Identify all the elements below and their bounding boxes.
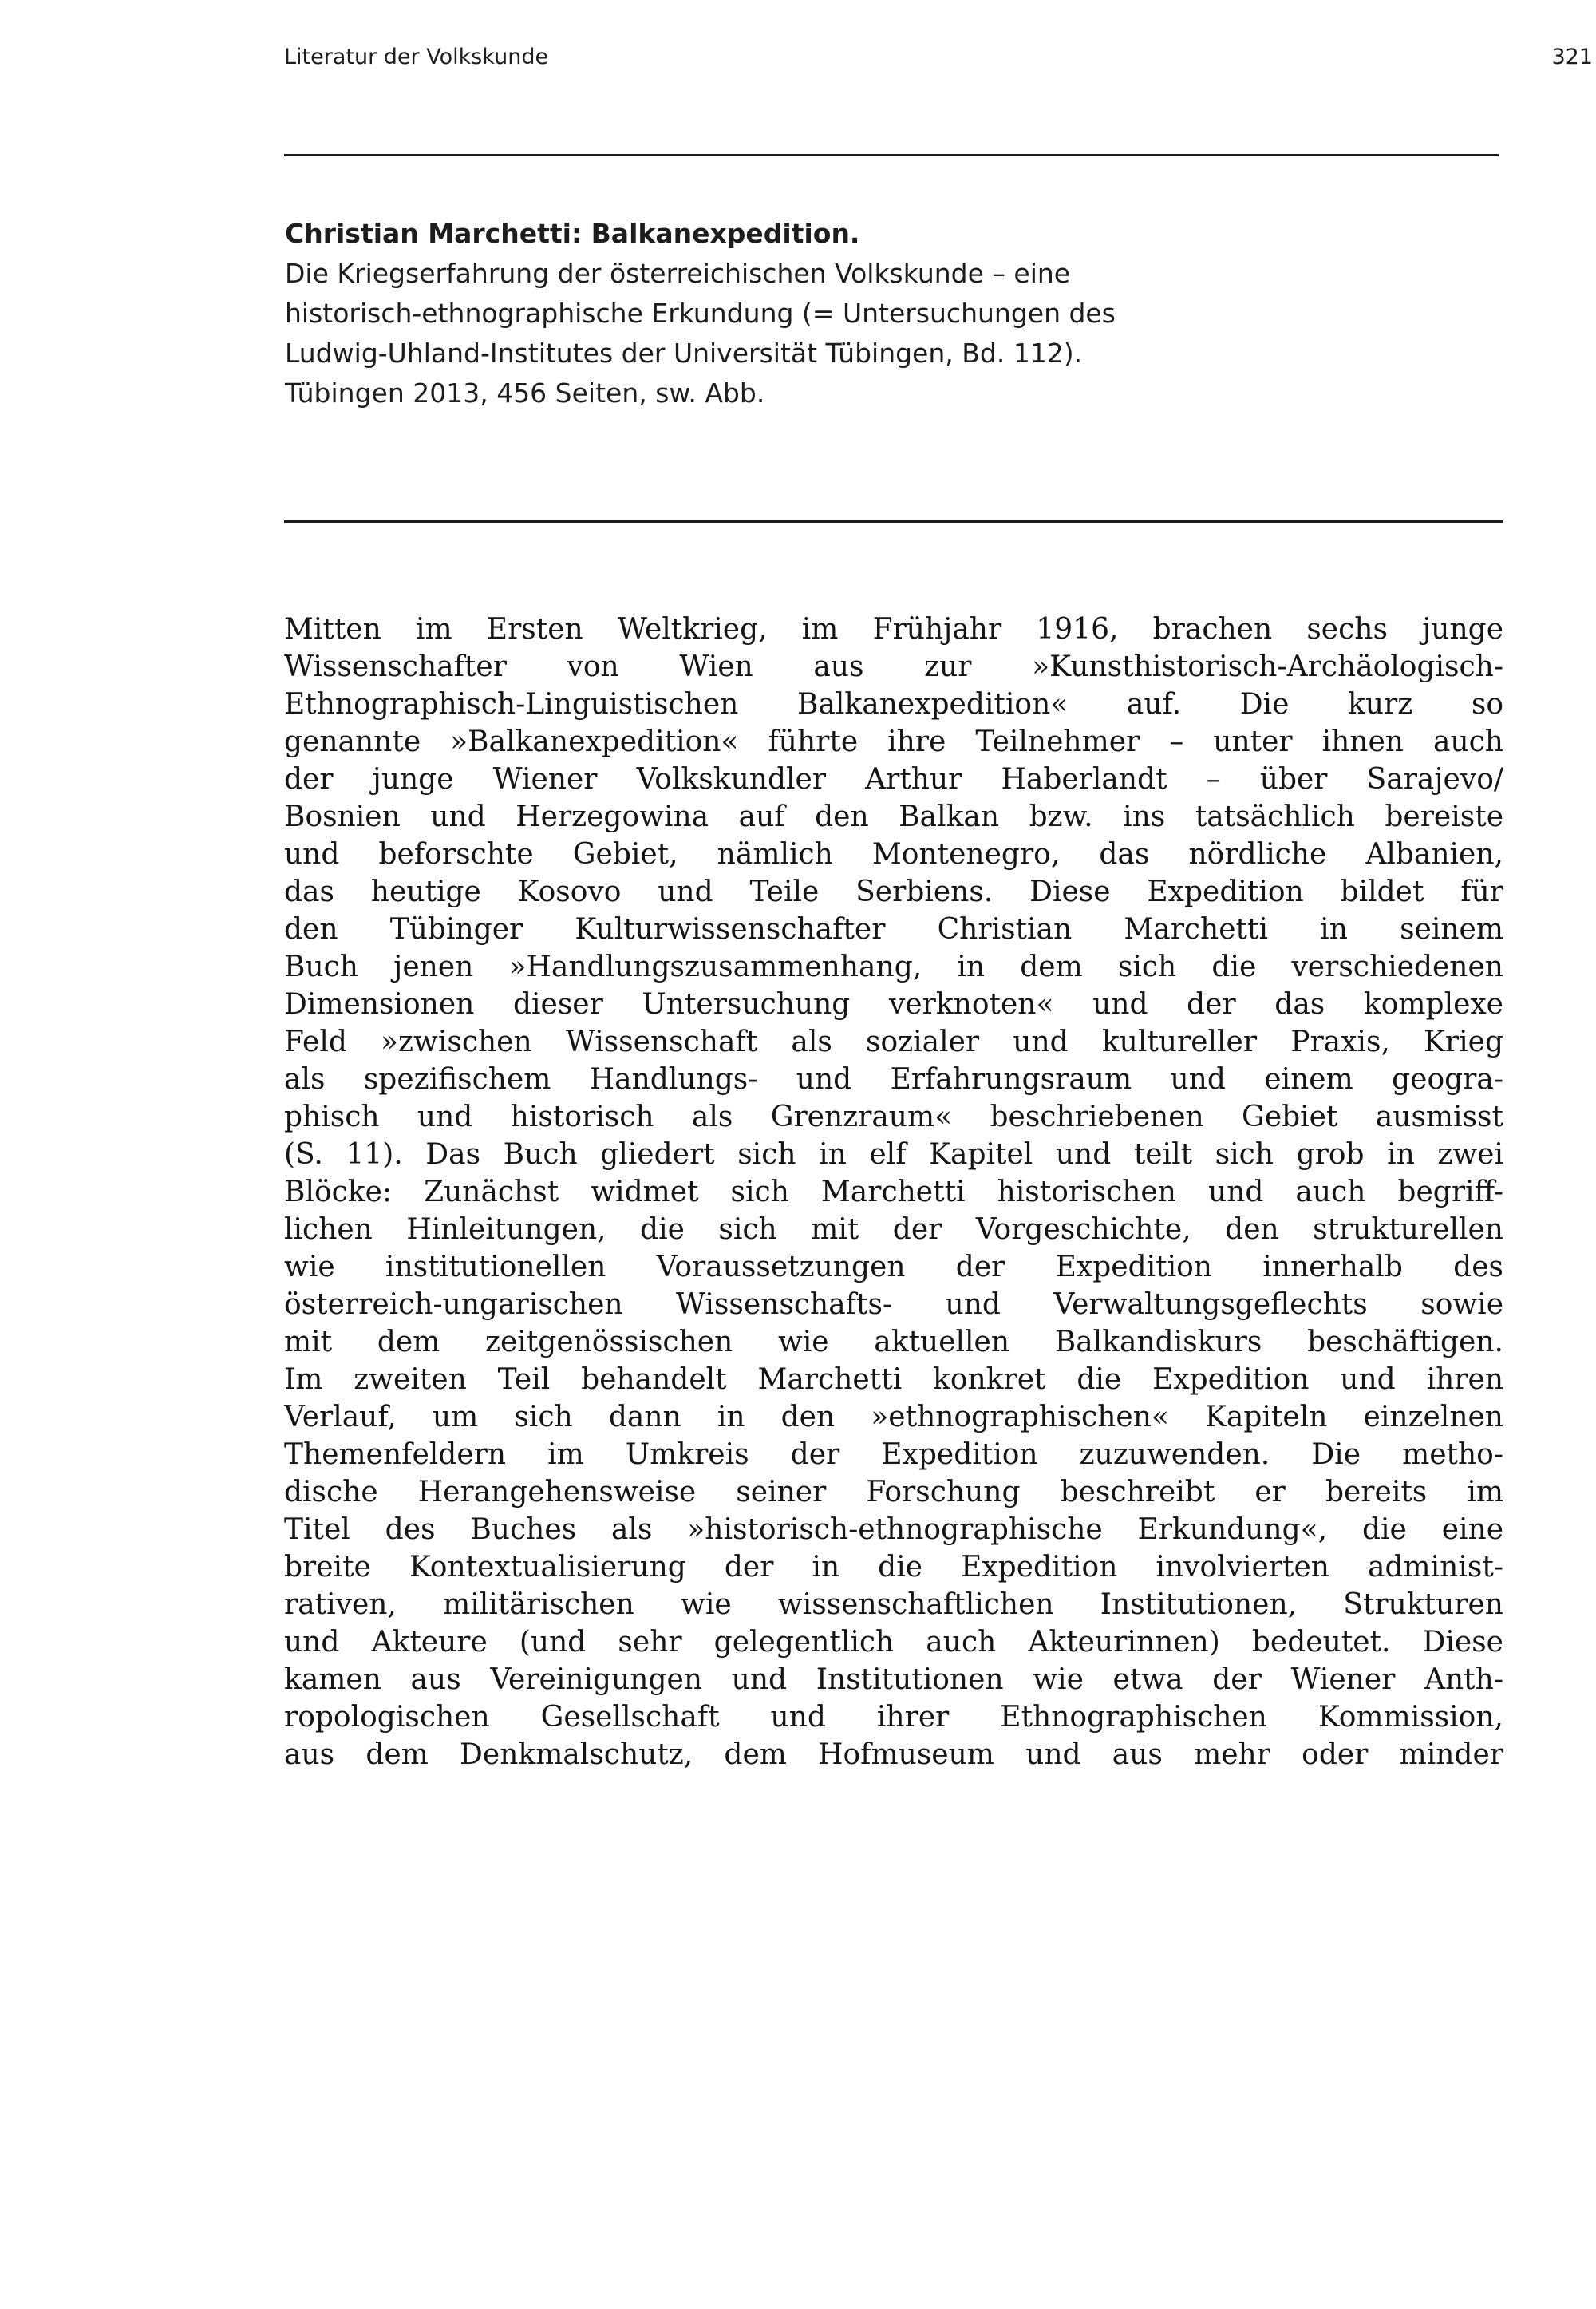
review-heading [285,214,1506,413]
body-line: Im zweiten Teil behandelt Marchetti konkret die Expedition und ihren [284,1363,1503,1396]
body-line: phisch und historisch als Grenzraum« beschriebenen Gebiet ausmisst [284,1101,1503,1133]
header-rule [284,154,1499,156]
body-line: Buch jenen »Handlungszusammenhang, in dem sich die verschiedenen [284,951,1503,983]
body-line: den Tübinger Kulturwissenschafter Christian Marchetti in seinem [284,913,1503,946]
running-header: Literatur der Volkskunde [284,45,549,69]
body-line: mit dem zeitgenössischen wie aktuellen Balkandiskurs beschäftigen. [284,1326,1503,1358]
title-rule [284,520,1503,523]
body-line: wie institutionellen Voraussetzungen der Expedition innerhalb des [284,1251,1503,1283]
body-line: (S. 11). Das Buch gliedert sich in elf Kapitel und teilt sich grob in zwei [284,1138,1503,1171]
body-line: Ethnographisch-Linguistischen Balkanexpedition« auf. Die kurz so [284,688,1503,721]
body-line: das heutige Kosovo und Teile Serbiens. Diese Expedition bildet für [284,876,1503,908]
body-line: Feld »zwischen Wissenschaft als sozialer und kultureller Praxis, Krieg [284,1026,1503,1058]
body-line: Titel des Buches als »historisch-ethnographische Erkundung«, die eine [284,1513,1503,1546]
review-subtitle-line: historisch-ethnographische Erkundung (= Untersuchungen des [285,298,1116,329]
body-line: Verlauf, um sich dann in den »ethnographischen« Kapiteln einzelnen [284,1401,1503,1433]
body-line: aus dem Denkmalschutz, dem Hofmuseum und aus mehr oder minder [284,1738,1503,1771]
body-line: Themenfeldern im Umkreis der Expedition zuzuwenden. Die metho- [284,1438,1503,1471]
review-subtitle-line: Die Kriegserfahrung der österreichischen Volkskunde – eine [285,258,1071,289]
body-line: der junge Wiener Volkskundler Arthur Haberlandt – über Sarajevo/ [284,763,1503,796]
review-subtitle-line: Ludwig-Uhland-Institutes der Universität Tübingen, Bd. 112). [285,338,1083,369]
body-line: Dimensionen dieser Untersuchung verknoten« und der das komplexe [284,988,1503,1021]
body-line: als spezifischem Handlungs- und Erfahrungsraum und einem geogra- [284,1063,1503,1096]
body-line: Blöcke: Zunächst widmet sich Marchetti historischen und auch begriff- [284,1176,1503,1208]
body-line: kamen aus Vereinigungen und Institutionen wie etwa der Wiener Anth- [284,1663,1503,1696]
page-header [284,45,1593,70]
page-number: 321 [1551,45,1593,69]
body-line: Wissenschafter von Wien aus zur »Kunsthistorisch-Archäologisch- [284,650,1503,683]
body-line: rativen, militärischen wie wissenschaftlichen Institutionen, Strukturen [284,1588,1503,1621]
body-line: österreich-ungarischen Wissenschafts- und Verwaltungsgeflechts sowie [284,1288,1503,1321]
body-line: Bosnien und Herzegowina auf den Balkan bzw. ins tatsächlich bereiste [284,801,1503,833]
body-line: und beforschte Gebiet, nämlich Montenegro, das nördliche Albanien, [284,838,1503,871]
body-line: dische Herangehensweise seiner Forschung beschreibt er bereits im [284,1476,1503,1508]
body-line: genannte »Balkanexpedition« führte ihre Teilnehmer – unter ihnen auch [284,726,1503,758]
body-line: ropologischen Gesellschaft und ihrer Ethnographischen Kommission, [284,1701,1503,1734]
body-line: und Akteure (und sehr gelegentlich auch Akteurinnen) bedeutet. Diese [284,1626,1503,1659]
review-subtitle-line: Tübingen 2013, 456 Seiten, sw. Abb. [285,378,765,409]
body-line: lichen Hinleitungen, die sich mit der Vorgeschichte, den strukturellen [284,1213,1503,1246]
body-line: breite Kontextualisierung der in die Expedition involvierten administ- [284,1551,1503,1583]
body-line: Mitten im Ersten Weltkrieg, im Frühjahr 1916, brachen sechs junge [284,613,1503,646]
review-body [284,611,1503,1773]
review-title: Christian Marchetti: Balkanexpedition. [285,218,860,249]
